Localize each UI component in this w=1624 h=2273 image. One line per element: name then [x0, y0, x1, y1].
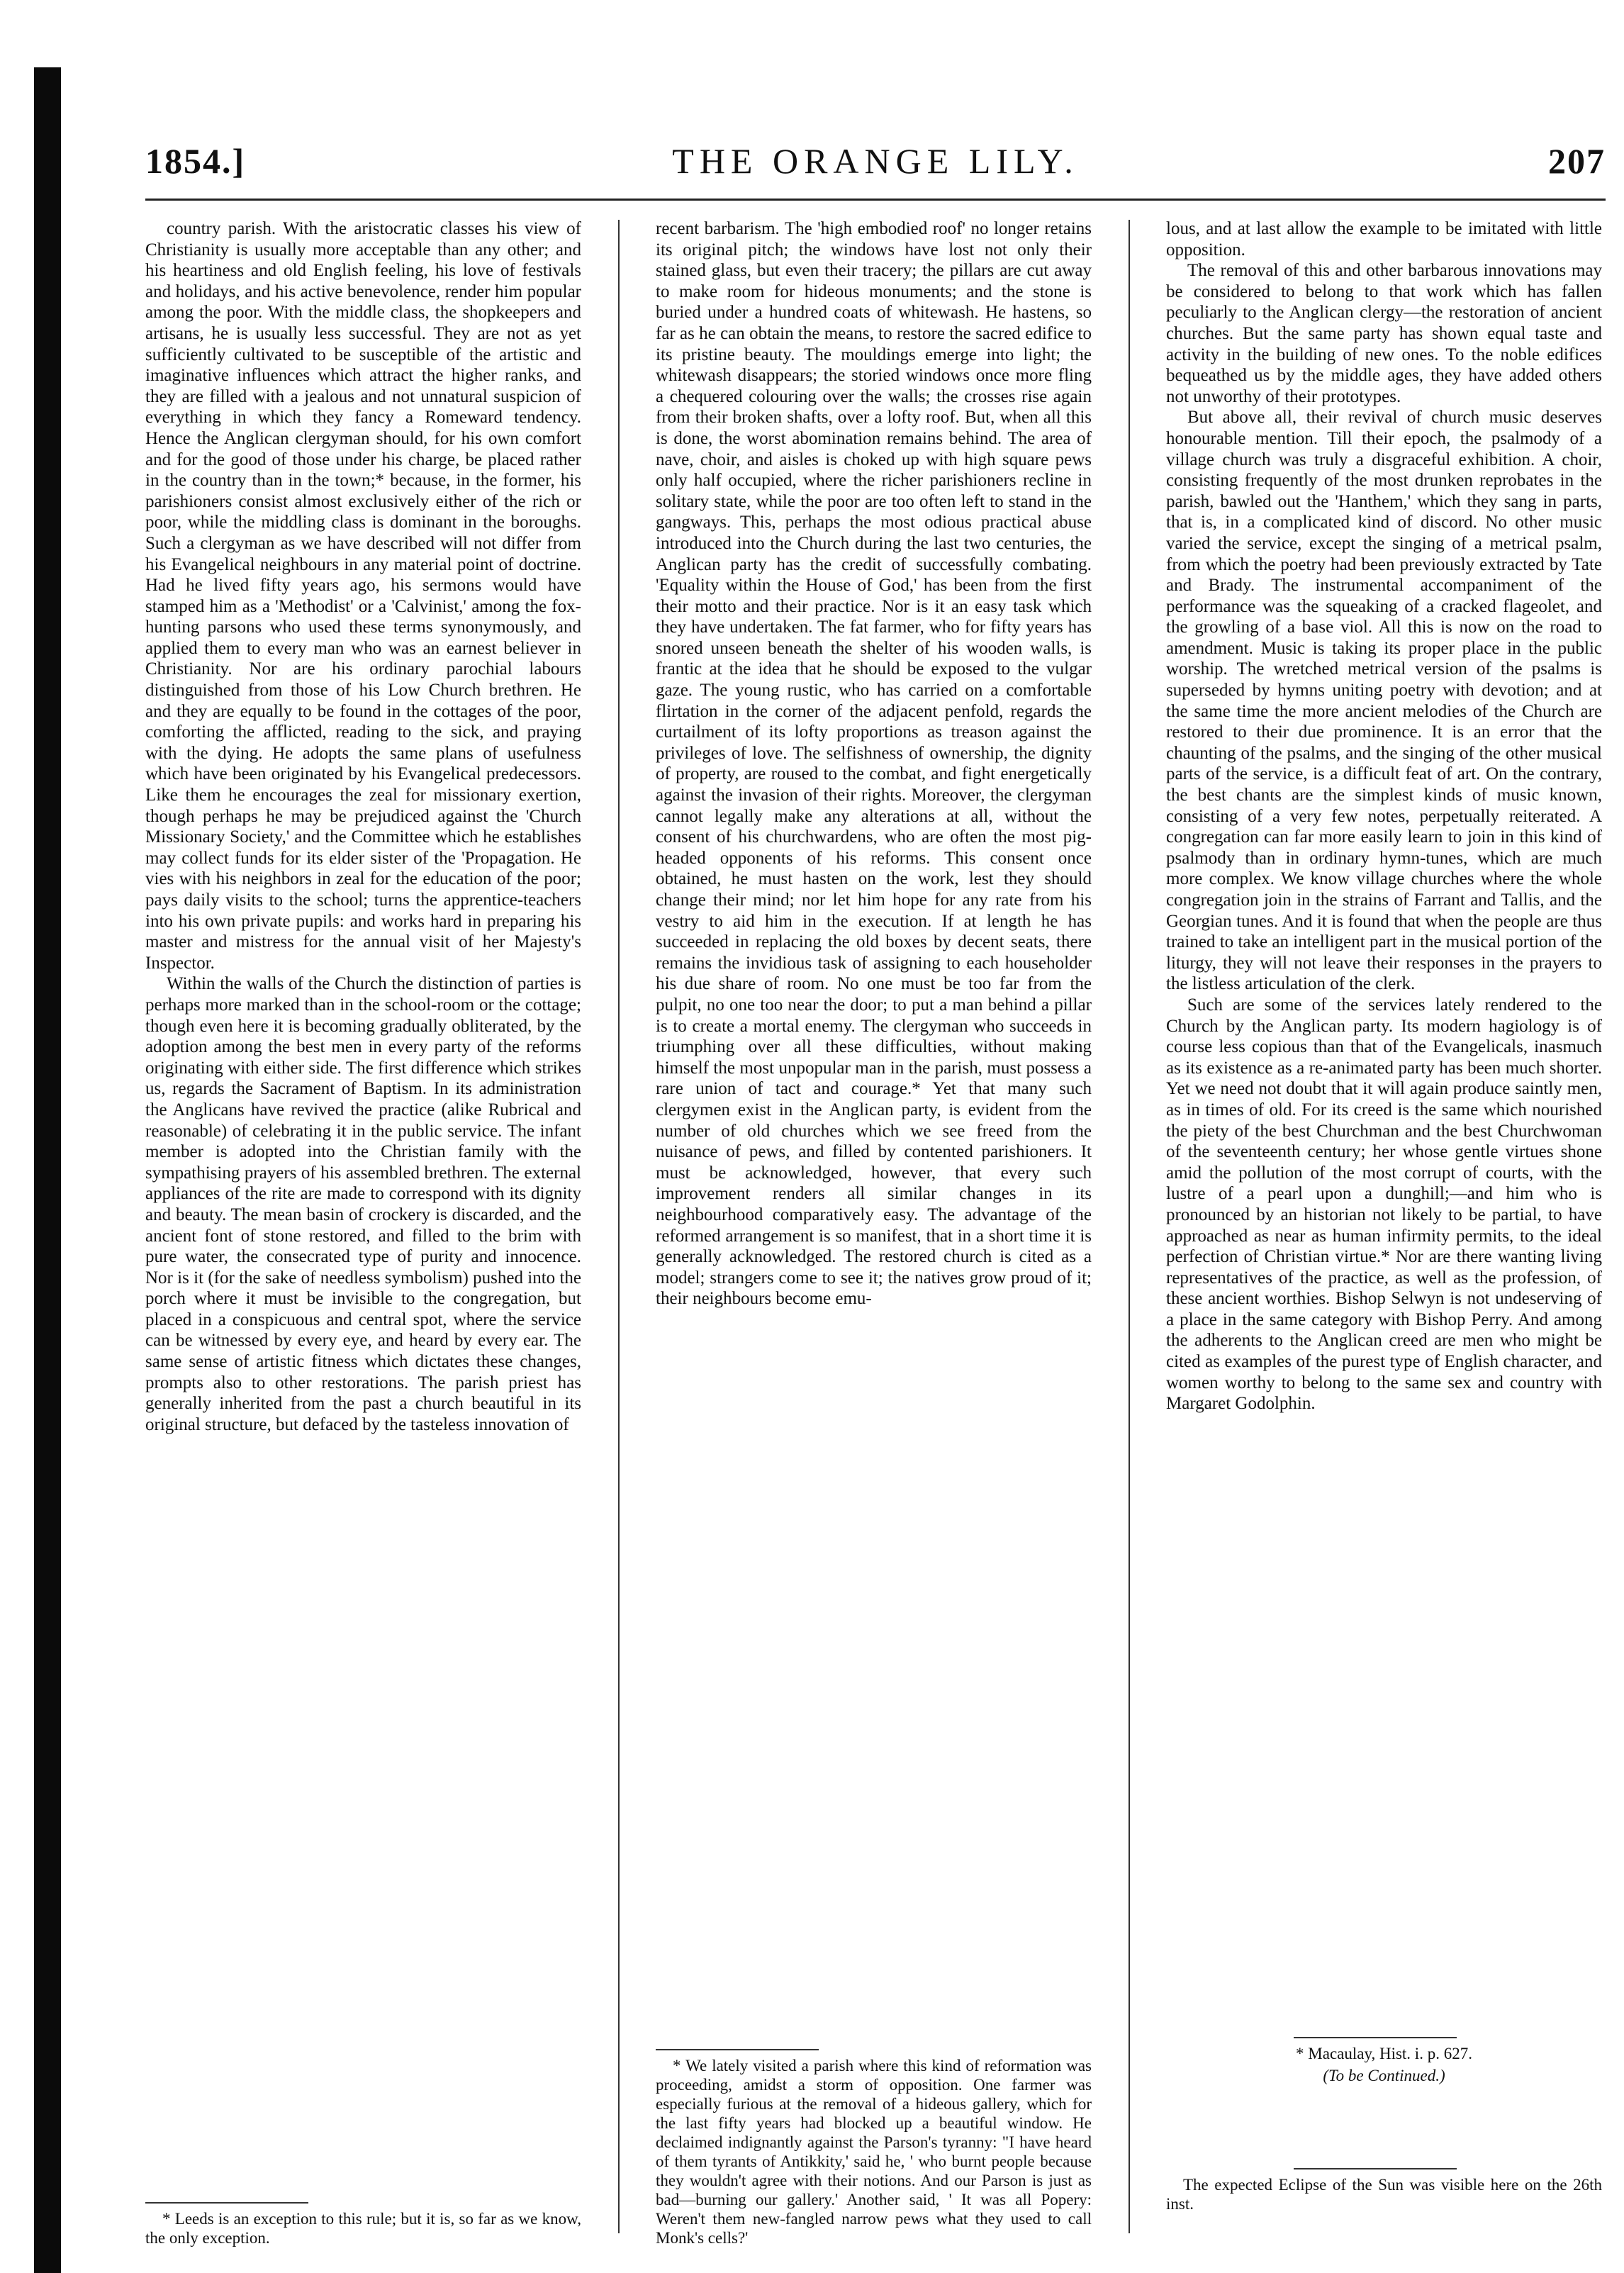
text-column-3 [1166, 218, 1602, 2253]
footnote-rule [1294, 2037, 1457, 2038]
column-body [145, 218, 581, 1435]
footnote-rule [656, 2049, 819, 2050]
running-head [145, 135, 1606, 199]
footnote-block [145, 2195, 581, 2247]
text-column-1 [145, 218, 581, 2253]
footnote: * Macaulay, Hist. i. p. 627. [1296, 2045, 1472, 2062]
binding-shadow [34, 67, 61, 2273]
to-be-continued: (To be Continued.) [1323, 2067, 1445, 2084]
header-rule [145, 199, 1606, 201]
page-number: 207 [1548, 141, 1606, 181]
eclipse-notice: The expected Eclipse of the Sun was visible here on the 26th inst. [1166, 2176, 1602, 2213]
text-column-2 [656, 218, 1092, 2253]
paragraph: recent barbarism. The 'high embodied roof' no longer retains its original pitch; the windows have lost not only their stained glass, but even their tracery; the pillars are cut away to make room for hideous monuments; and the stone is buried under a hundred coats of whitewash. He hastens, so far as he can obtain the means, to restore the sacred edifice to its pristine beauty. The mouldings emerge into light; the whitewash disappears; the storied windows once more fling a chequered colouring over the walls; the crosses rise again from their broken shafts, over a lofty roof. But, when all this is done, the worst abomination remains behind. The area of nave, choir, and aisles is choked up with high square pews only half occupied, where the richer parishioners recline in solitary state, while the poor are too often left to stand in the gangways. This, perhaps the most odious practical abuse introduced into the Church during the last two centuries, the Anglican party has the credit of successfully combating. 'Equality within the House of God,' has been from the first their motto and their practice. Nor is it an easy task which they have undertaken. The fat farmer, who for fifty years has snored unseen beneath the shelter of his wooden walls, is frantic at the idea that he should be exposed to the vulgar gaze. The young rustic, who has carried on a comfortable flirtation in the corner of the adjacent penfold, regards the curtailment of its lofty proportions as treason against the privileges of love. The selfishness of ownership, the dignity of property, are roused to the combat, and fight energetically against the invasion of their rights. Moreover, the clergyman cannot legally make any alterations at all, without the consent of his churchwardens, who are often the most pig-headed opponents of his reforms. This consent once obtained, he must hasten on the work, lest they should change their mind; nor let him hope for any rate from his vestry to aid him in the execution. If at length he has succeeded in replacing the old boxes by decent seats, there remains the invidious task of assigning to each householder his due share of room. No one must be too far from the pulpit, no one too near the door; to put a man behind a pillar is to create a mortal enemy. The clergyman who succeeds in triumphing over all these difficulties, without making himself the most unpopular man in the parish, must possess a rare union of tact and courage.* Yet that many such clergymen exist in the Anglican party, is evident from the number of old churches which we see freed from the nuisance of pews, and filled by contented parishioners. It must be acknowledged, however, that every such improvement renders all similar changes in its neighbourhood comparatively easy. The advantage of the reformed arrangement is so manifest, that in a short time it is generally acknowledged. The restored church is cited as a model; strangers come to see it; the natives grow proud of it; their neighbours become emu- [656, 219, 1092, 1309]
paragraph: But above all, their revival of church music deserves honourable mention. Till their epoch, the psalmody of a village church was truly a disgraceful exhibition. A choir, consisting frequently of the most drunken reprobates in the parish, bawled out the 'Hanthem,' which they sang in parts, that is, in a complicated kind of discord. No other music varied the service, except the singing of a metrical psalm, from which the poetry had been previously extracted by Tate and Brady. The instrumental accompaniment of the performance was the squeaking of a cracked flageolet, and the growling of a base viol. All this is now on the road to amendment. Music is taking its proper place in the public worship. The wretched metrical version of the psalms is superseded by hymns uniting poetry with devotion; and at the same time the more ancient melodies of the Church are restored to their due prominence. It is an error that the chaunting of the psalms, and the singing of the other musical parts of the service, is a difficult feat of art. On the contrary, the best chants are the simplest kinds of music known, consisting of a very few notes, perpetually reiterated. A congregation can far more easily learn to join in this kind of psalmody than in ordinary hymn-tunes, which are much more complex. We know village churches where the whole congregation join in the strains of Farrant and Tallis, and the Georgian tunes. And it is found that when the people are thus trained to take an intelligent part in the musical portion of the liturgy, they will not leave their responses in the prayers to the listless articulation of the clerk. [1166, 408, 1602, 994]
paragraph: country parish. With the aristocratic classes his view of Christianity is usually more acceptable than any other; and his heartiness and old English feeling, his love of festivals and holidays, and his active benevolence, render him popular among the poor. With the middle class, the shopkeepers and artisans, he is usually less successful. They are not as yet sufficiently cultivated to be susceptible of the artistic and imaginative influences which attract the higher ranks, and they are filled with a jealous and not unnatural suspicion of everything in which they fancy a Romeward tendency. Hence the Anglican clergyman should, for his own comfort and for the good of those under his charge, be placed rather in the country than in the town;* because, in the former, his parishioners consist almost exclusively either of the rich or poor, while the middling class is dominant in the boroughs. Such a clergyman as we have described will not differ from his Evangelical neighbours in any material point of doctrine. Had he lived fifty years ago, his sermons would have stamped him as a 'Methodist' or a 'Calvinist,' among the fox-hunting parsons who used these terms synonymously, and applied them to every man who was an earnest believer in Christianity. Nor are his ordinary parochial labours distinguished from those of his Low Church brethren. He and they are equally to be found in the cottages of the poor, comforting the afflicted, reading to the sick, and praying with the dying. He adopts the same plans of usefulness which have been originated by his Evangelical predecessors. Like them he encourages the zeal for missionary exertion, though perhaps he may be prejudiced against the 'Church Missionary Society,' and the Committee which he establishes may collect funds for its elder sister of the 'Propagation. He vies with his neighbors in zeal for the education of the poor; pays daily visits to the school; turns the apprentice-teachers into his own private pupils: and works hard in preparing his master and mistress for the annual visit of her Majesty's Inspector. [145, 219, 581, 973]
page-year: 1854.] [145, 141, 246, 181]
notice-block [1166, 2161, 1602, 2213]
footnote-rule [145, 2202, 308, 2204]
column-body [656, 218, 1092, 1309]
footnote: * We lately visited a parish where this kind of reformation was proceeding, amidst a storm of opposition. One farmer was especially furious at the removal of a hideous gallery, which for the last fifty years had blocked up a beautiful window. He declaimed indignantly against the Parson's tyranny: "I have heard of them tyrants of Antikkity,' said he, ' who burnt people because they wouldn't agree with their notions. And our Parson is just as bad—burning our gallery.' Another said, ' It was all Popery: Weren't them new-fangled narrow pews what they used to call Monk's cells?' [656, 2057, 1092, 2247]
column-body [1166, 218, 1602, 1414]
paragraph: Such are some of the services lately rendered to the Church by the Anglican party. Its modern hagiology is of course less copious than that of the Evangelicals, inasmuch as its existence as a re-animated party has been much shorter. Yet we need not doubt that it will again produce saintly men, as in times of old. For its creed is the same which nourished the piety of the best Churchman and the best Churchwoman of the seventeenth century; her whose gentle virtues shone amid the pollution of the most corrupt of courts, with the lustre of a pearl upon a dunghill;—and him who is pronounced by an historian not likely to be partial, to have approached as near as human infirmity permits, to the ideal perfection of Christian virtue.* Nor are there wanting living representatives of the practice, as well as the profession, of these ancient worthies. Bishop Selwyn is not undeserving of a place in the same category with Bishop Perry. And among the adherents to the Anglican creed are men who might be cited as examples of the purest type of English character, and women worthy to belong to the same sex and country with Margaret Godolphin. [1166, 995, 1602, 1414]
column-divider [618, 220, 620, 2233]
book-page [145, 135, 1606, 2247]
page-title: THE ORANGE LILY. [672, 141, 1079, 181]
footnote-block [656, 2042, 1092, 2247]
paragraph: Within the walls of the Church the distinction of parties is perhaps more marked than in the school-room or the cottage; though even here it is becoming gradually obliterated, by the adoption among the best men in every party of the reforms originating with either side. The first difference which strikes us, regards the Sacrament of Baptism. In its administration the Anglicans have revived the practice (alike Rubrical and reasonable) of celebrating it in the public service. The infant member is adopted into the Christian family with the sympathising prayers of his assembled brethren. The external appliances of the rite are made to correspond with its dignity and beauty. The mean basin of crockery is discarded, and the ancient font of stone restored, and filled to the brim with pure water, the consecrated type of purity and innocence. Nor is it (for the sake of needless symbolism) pushed into the porch where it must be invisible to the congregation, but placed in a conspicuous and central spot, where the service can be witnessed by every eye, and heard by every ear. The same sense of artistic fitness which dictates these changes, prompts also to other restorations. The parish priest has generally inherited from the past a church beautiful in its original structure, but defaced by the tasteless innovation of [145, 974, 581, 1434]
column-divider [1129, 220, 1130, 2233]
paragraph: lous, and at last allow the example to be imitated with little opposition. [1166, 219, 1602, 259]
paragraph: The removal of this and other barbarous innovations may be considered to belong to that work which has fallen peculiarly to the Anglican clergy—the restoration of ancient churches. But the same party has shown equal taste and activity in the building of new ones. To the noble edifices bequeathed us by the middle ages, they have added others not unworthy of their prototypes. [1166, 261, 1602, 406]
footnote-block [1166, 2030, 1602, 2085]
footnote: * Leeds is an exception to this rule; but it is, so far as we know, the only exception. [145, 2210, 581, 2247]
notice-rule [1294, 2168, 1457, 2169]
